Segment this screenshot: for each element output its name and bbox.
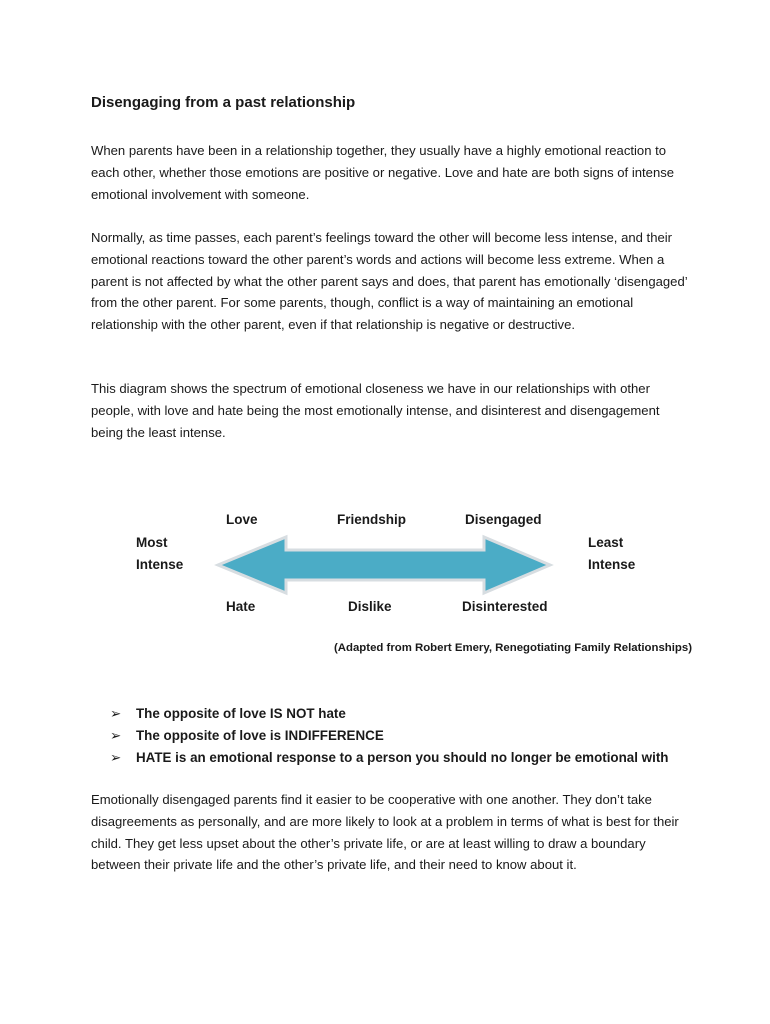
label-love: Love	[226, 512, 258, 527]
label-most-intense	[136, 532, 183, 576]
paragraph-diagram-intro: This diagram shows the spectrum of emotional closeness we have in our relationships with other people, with love and hate being the most emotionally intense, and disinterest and disengagement being the least intense.	[91, 381, 660, 440]
list-item	[110, 725, 668, 747]
list-item	[110, 747, 668, 769]
label-hate: Hate	[226, 599, 256, 614]
key-points-list	[110, 703, 668, 769]
label-intense-right: Intense	[588, 557, 636, 572]
list-item	[110, 703, 668, 725]
label-disinterested: Disinterested	[462, 599, 548, 614]
label-most: Most	[136, 535, 168, 550]
label-least: Least	[588, 535, 624, 550]
arrow-shape	[218, 537, 550, 593]
citation: (Adapted from Robert Emery, Renegotiating Family Relationships)	[334, 642, 693, 654]
label-friendship: Friendship	[337, 512, 407, 527]
arrow-bullet-icon: ➢	[110, 706, 122, 721]
list-item-text: The opposite of love IS NOT hate	[136, 706, 346, 721]
label-intense-left: Intense	[136, 557, 184, 572]
page-title: Disengaging from a past relationship	[91, 94, 356, 111]
paragraph-disengaging: Normally, as time passes, each parent’s feelings toward the other will become less intense, and their emotional reactions toward the other parent’s words and actions will become less extreme. When a parent is not affected by what the other parent says and does, that parent has emotionally ‘disengaged’ from the other parent. For some parents, though, conflict is a way of maintaining an emotional relationship with the other parent, even if that relationship is negative or destructive.	[91, 230, 688, 333]
arrow-bullet-icon: ➢	[110, 750, 122, 765]
double-headed-arrow-icon	[214, 534, 554, 596]
label-dislike: Dislike	[348, 599, 392, 614]
arrow-bullet-icon: ➢	[110, 728, 122, 743]
list-item-text: HATE is an emotional response to a person you should no longer be emotional with	[136, 750, 669, 765]
label-disengaged: Disengaged	[465, 512, 542, 527]
paragraph-intro: When parents have been in a relationship together, they usually have a highly emotional reaction to each other, whether those emotions are positive or negative. Love and hate are both signs of intense emotional involvement with someone.	[91, 143, 675, 202]
paragraph-conclusion: Emotionally disengaged parents find it easier to be cooperative with one another. They don’t take disagreements as personally, and are more likely to look at a problem in terms of what is best for their child. They get less upset about the other’s private life, or are at least willing to draw a boundary between their private life and the other’s private life, and their need to know about it.	[91, 792, 679, 873]
label-least-intense	[588, 532, 635, 576]
list-item-text: The opposite of love is INDIFFERENCE	[136, 728, 384, 743]
